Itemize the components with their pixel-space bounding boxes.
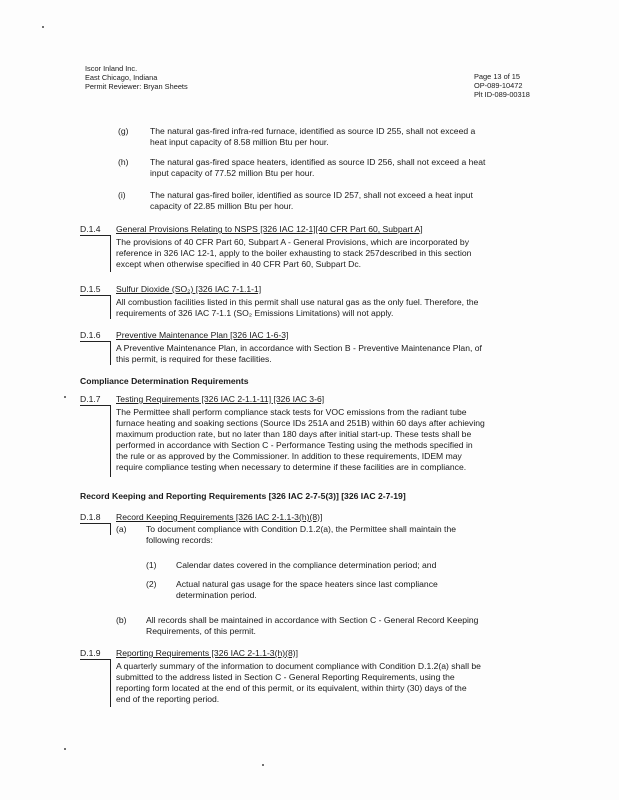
section-title-d18: Record Keeping Requirements [326 IAC 2-1.1-3(h)(8)] <box>116 512 323 522</box>
section-bar <box>110 341 111 365</box>
scan-speck <box>42 26 44 28</box>
scan-speck <box>64 396 66 398</box>
item-g-text: The natural gas-fired infra-red furnace, identified as source ID 255, shall not exceed a heat input capacity of 8.58 million Btu per hour. <box>150 126 476 147</box>
section-bar <box>110 235 111 272</box>
section-number-d17: D.1.7 <box>80 394 101 404</box>
section-bar <box>110 523 111 535</box>
section-number-d16: D.1.6 <box>80 330 101 340</box>
item-a-text: To document compliance with Condition D.1.2(a), the Permittee shall maintain the following records: <box>146 524 457 545</box>
item-i-text: The natural gas-fired boiler, identified as source ID 257, shall not exceed a heat input capacity of 22.85 million Btu per hour. <box>150 190 473 211</box>
compliance-heading: Compliance Determination Requirements <box>80 376 249 386</box>
item-i-label: (i) <box>118 190 126 200</box>
section-body-d15: All combustion facilities listed in this permit shall use natural gas as the only fuel. Therefore, the requirements of 326 IAC 7-1.1 (SO₂ Emissions Limitations) will not apply. <box>116 297 479 318</box>
section-body-d17: The Permittee shall perform compliance stack tests for VOC emissions from the radiant tube furnace heating and soaking sections (Source IDs 251A and 251B) within 60 days after achieving maximum production rate, but no later than 180 days after initial start-up. These tests shall be performed in accordance with Section C - Performance Testing using the methods specified in the rule or as approved by the Commissioner. In addition to these requirements, IDEM may require compliance testing when necessary to determine if these facilities are in compliance. <box>116 407 485 472</box>
section-title-d16: Preventive Maintenance Plan [326 IAC 1-6-3] <box>116 330 289 340</box>
section-title-d19: Reporting Requirements [326 IAC 2-1.1-3(h)(8)] <box>116 648 298 658</box>
section-rule <box>80 235 110 236</box>
section-rule <box>80 659 110 660</box>
item-g-label: (g) <box>118 126 129 136</box>
subitem-1-text: Calendar dates covered in the compliance determination period; and <box>176 560 437 570</box>
section-rule <box>80 341 110 342</box>
item-b-text: All records shall be maintained in accordance with Section C - General Record Keeping Requirements, of this permit. <box>146 615 479 636</box>
section-rule <box>80 295 110 296</box>
scan-speck <box>64 748 66 750</box>
item-h-label: (h) <box>118 157 129 167</box>
header-location: East Chicago, Indiana <box>85 73 158 82</box>
header-plant-id: Plt ID-089-00318 <box>474 90 530 99</box>
section-rule <box>80 405 110 406</box>
section-title-d17: Testing Requirements [326 IAC 2-1.1-11] [326 IAC 3-6] <box>116 394 325 404</box>
section-number-d15: D.1.5 <box>80 284 101 294</box>
header-reviewer: Permit Reviewer: Bryan Sheets <box>85 82 188 91</box>
section-bar <box>110 295 111 319</box>
item-b-label: (b) <box>116 615 127 625</box>
section-body-d19: A quarterly summary of the information to document compliance with Condition D.1.2(a) shall be submitted to the address listed in Section C - General Reporting Requirements, using the reporting form located at the end of this permit, or its equivalent, within thirty (30) days of the end of the reporting period. <box>116 661 481 704</box>
subitem-2-text: Actual natural gas usage for the space heaters since last compliance determination period. <box>176 579 438 600</box>
header-permit-number: OP-089-10472 <box>474 81 523 90</box>
item-h-text: The natural gas-fired space heaters, identified as source ID 256, shall not exceed a heat input capacity of 77.52 million Btu per hour. <box>150 157 486 178</box>
section-rule <box>80 523 110 524</box>
item-a-label: (a) <box>116 524 127 534</box>
section-body-d16: A Preventive Maintenance Plan, in accordance with Section B - Preventive Maintenance Plan, of this permit, is required for these facilities. <box>116 343 482 364</box>
header-right <box>474 72 530 99</box>
header-left <box>85 64 188 91</box>
section-number-d14: D.1.4 <box>80 224 101 234</box>
header-company: Iscor Inland Inc. <box>85 64 138 73</box>
subitem-1-label: (1) <box>146 560 157 570</box>
record-keeping-heading: Record Keeping and Reporting Requirements [326 IAC 2-7-5(3)] [326 IAC 2-7-19] <box>80 491 406 501</box>
section-title-d14: General Provisions Relating to NSPS [326 IAC 12-1][40 CFR Part 60, Subpart A] <box>116 224 423 234</box>
subitem-2-label: (2) <box>146 579 157 589</box>
section-bar <box>110 659 111 707</box>
header-page-number: Page 13 of 15 <box>474 72 521 81</box>
section-number-d19: D.1.9 <box>80 648 101 658</box>
section-title-d15: Sulfur Dioxide (SO₂) [326 IAC 7-1.1-1] <box>116 284 262 294</box>
section-number-d18: D.1.8 <box>80 512 101 522</box>
section-body-d14: The provisions of 40 CFR Part 60, Subpart A - General Provisions, which are incorporated by reference in 326 IAC 12-1, apply to the boiler exhausting to stack 257described in this section except when otherwise specified in 40 CFR Part 60, Subpart Dc. <box>116 237 472 269</box>
scan-speck <box>262 764 264 766</box>
section-bar <box>110 405 111 477</box>
